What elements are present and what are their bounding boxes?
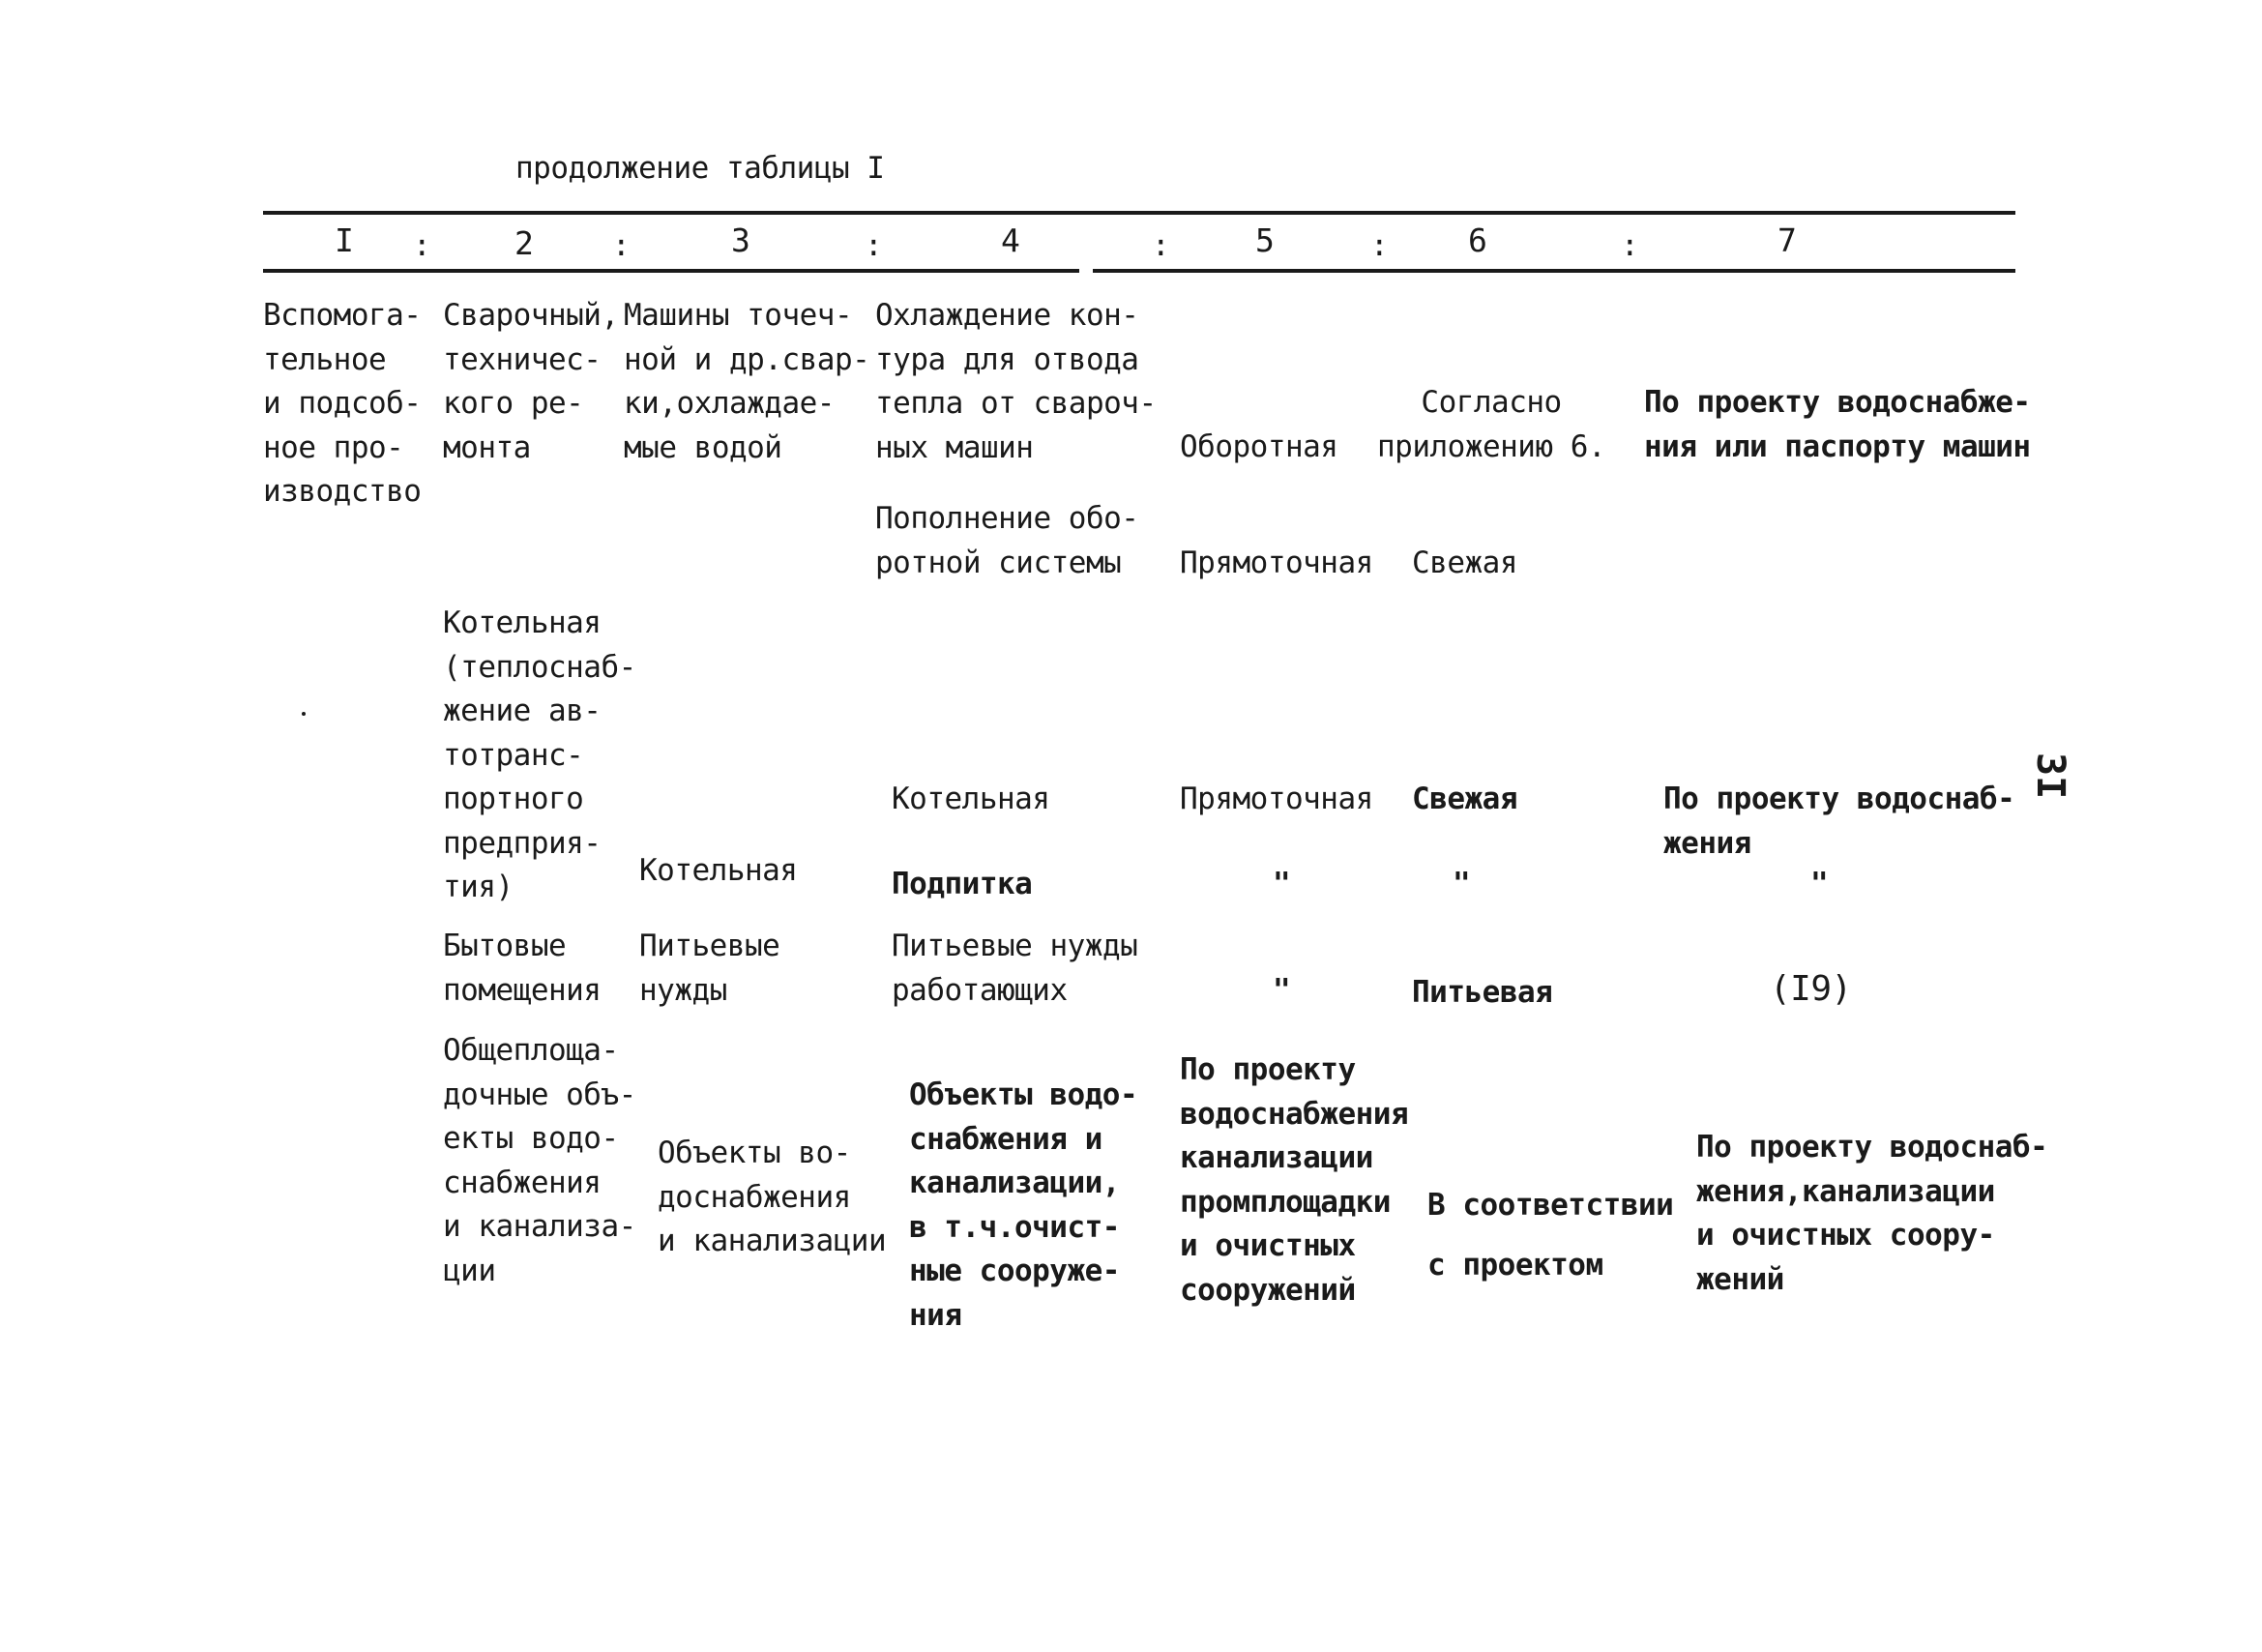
header-col-5: 5 — [1255, 221, 1275, 259]
header-col-4: 4 — [1001, 221, 1020, 259]
row2-col5b: " — [1273, 867, 1291, 901]
page-number: 3I — [2028, 752, 2072, 800]
row2-col4b: Подпитка — [892, 867, 1033, 901]
header-col-2: 2 — [514, 224, 534, 262]
row1-col2: Сварочный, техничес- кого ре- монта — [443, 298, 619, 465]
row2-col4a: Котельная — [892, 782, 1050, 816]
row1-col6b: Свежая — [1412, 546, 1517, 580]
row1-col3: Машины точеч- ной и др.свар- ки,охлаждае- мые водой — [624, 298, 870, 465]
header-separator: : — [612, 228, 631, 263]
row3-col5: " — [1273, 973, 1291, 1008]
row1-col7a: По проекту водоснабже- ния или паспорту машин — [1644, 385, 2031, 464]
row1-col4b: Пополнение обо- ротной системы — [875, 501, 1139, 580]
row4-col3: Объекты во- доснабжения и канализации — [658, 1136, 887, 1258]
header-separator: : — [1621, 228, 1639, 263]
row2-col3: Котельная — [639, 853, 798, 888]
row4-col6a: В соответствии — [1427, 1188, 1674, 1223]
row3-col2: Бытовые помещения — [443, 929, 602, 1008]
header-bottom-rule-left — [263, 269, 1079, 273]
header-col-3: 3 — [731, 221, 750, 259]
row2-col5a: Прямоточная — [1180, 782, 1373, 816]
row3-col7: (I9) — [1770, 969, 1852, 1009]
header-separator: : — [1152, 228, 1170, 263]
header-col-1: I — [335, 221, 354, 259]
row4-col4: Объекты водо- снабжения и канализации, в т.ч.очист- ные сооруже- ния — [909, 1077, 1138, 1333]
header-bottom-rule-right — [1093, 269, 2015, 273]
row1-col5a: Оборотная — [1180, 429, 1338, 464]
table-caption: продолжение таблицы I — [515, 151, 885, 186]
row3-col3: Питьевые нужды — [639, 929, 780, 1008]
row1-col6a: Согласно приложению 6. — [1377, 385, 1606, 464]
row4-col7: По проекту водоснаб- жения,канализации и очистных соору- жений — [1696, 1130, 2048, 1297]
row1-col4a: Охлаждение кон- тура для отвода тепла от свароч- ных машин — [875, 298, 1157, 465]
header-separator: : — [865, 228, 883, 263]
row4-col5: По проекту водоснабжения канализации промплощадки и очистных сооружений — [1180, 1052, 1409, 1308]
row4-col2: Общеплоща- дочные объ- екты водо- снабжения и канализа- ции — [443, 1033, 636, 1288]
header-col-6: 6 — [1468, 221, 1487, 259]
row2-col6a: Свежая — [1412, 782, 1517, 816]
row1-col5b: Прямоточная — [1180, 546, 1373, 580]
row2-col7b: " — [1810, 867, 1829, 901]
row1-col1: Вспомога- тельное и подсоб- ное про- изводство — [263, 298, 422, 509]
row3-col6: Питьевая — [1412, 975, 1553, 1010]
header-separator: : — [413, 228, 431, 263]
row4-col6b: с проектом — [1427, 1248, 1603, 1283]
header-separator: : — [1370, 228, 1389, 263]
row2-col6b: " — [1453, 867, 1471, 901]
row2-col7a: По проекту водоснаб- жения — [1663, 782, 2015, 861]
row3-col4: Питьевые нужды работающих — [892, 929, 1138, 1008]
stray-dot — [302, 712, 306, 716]
header-top-rule — [263, 211, 2015, 215]
row2-col2: Котельная (теплоснаб- жение ав- тотранс- портного предприя- тия) — [443, 605, 636, 904]
header-col-7: 7 — [1777, 221, 1797, 259]
